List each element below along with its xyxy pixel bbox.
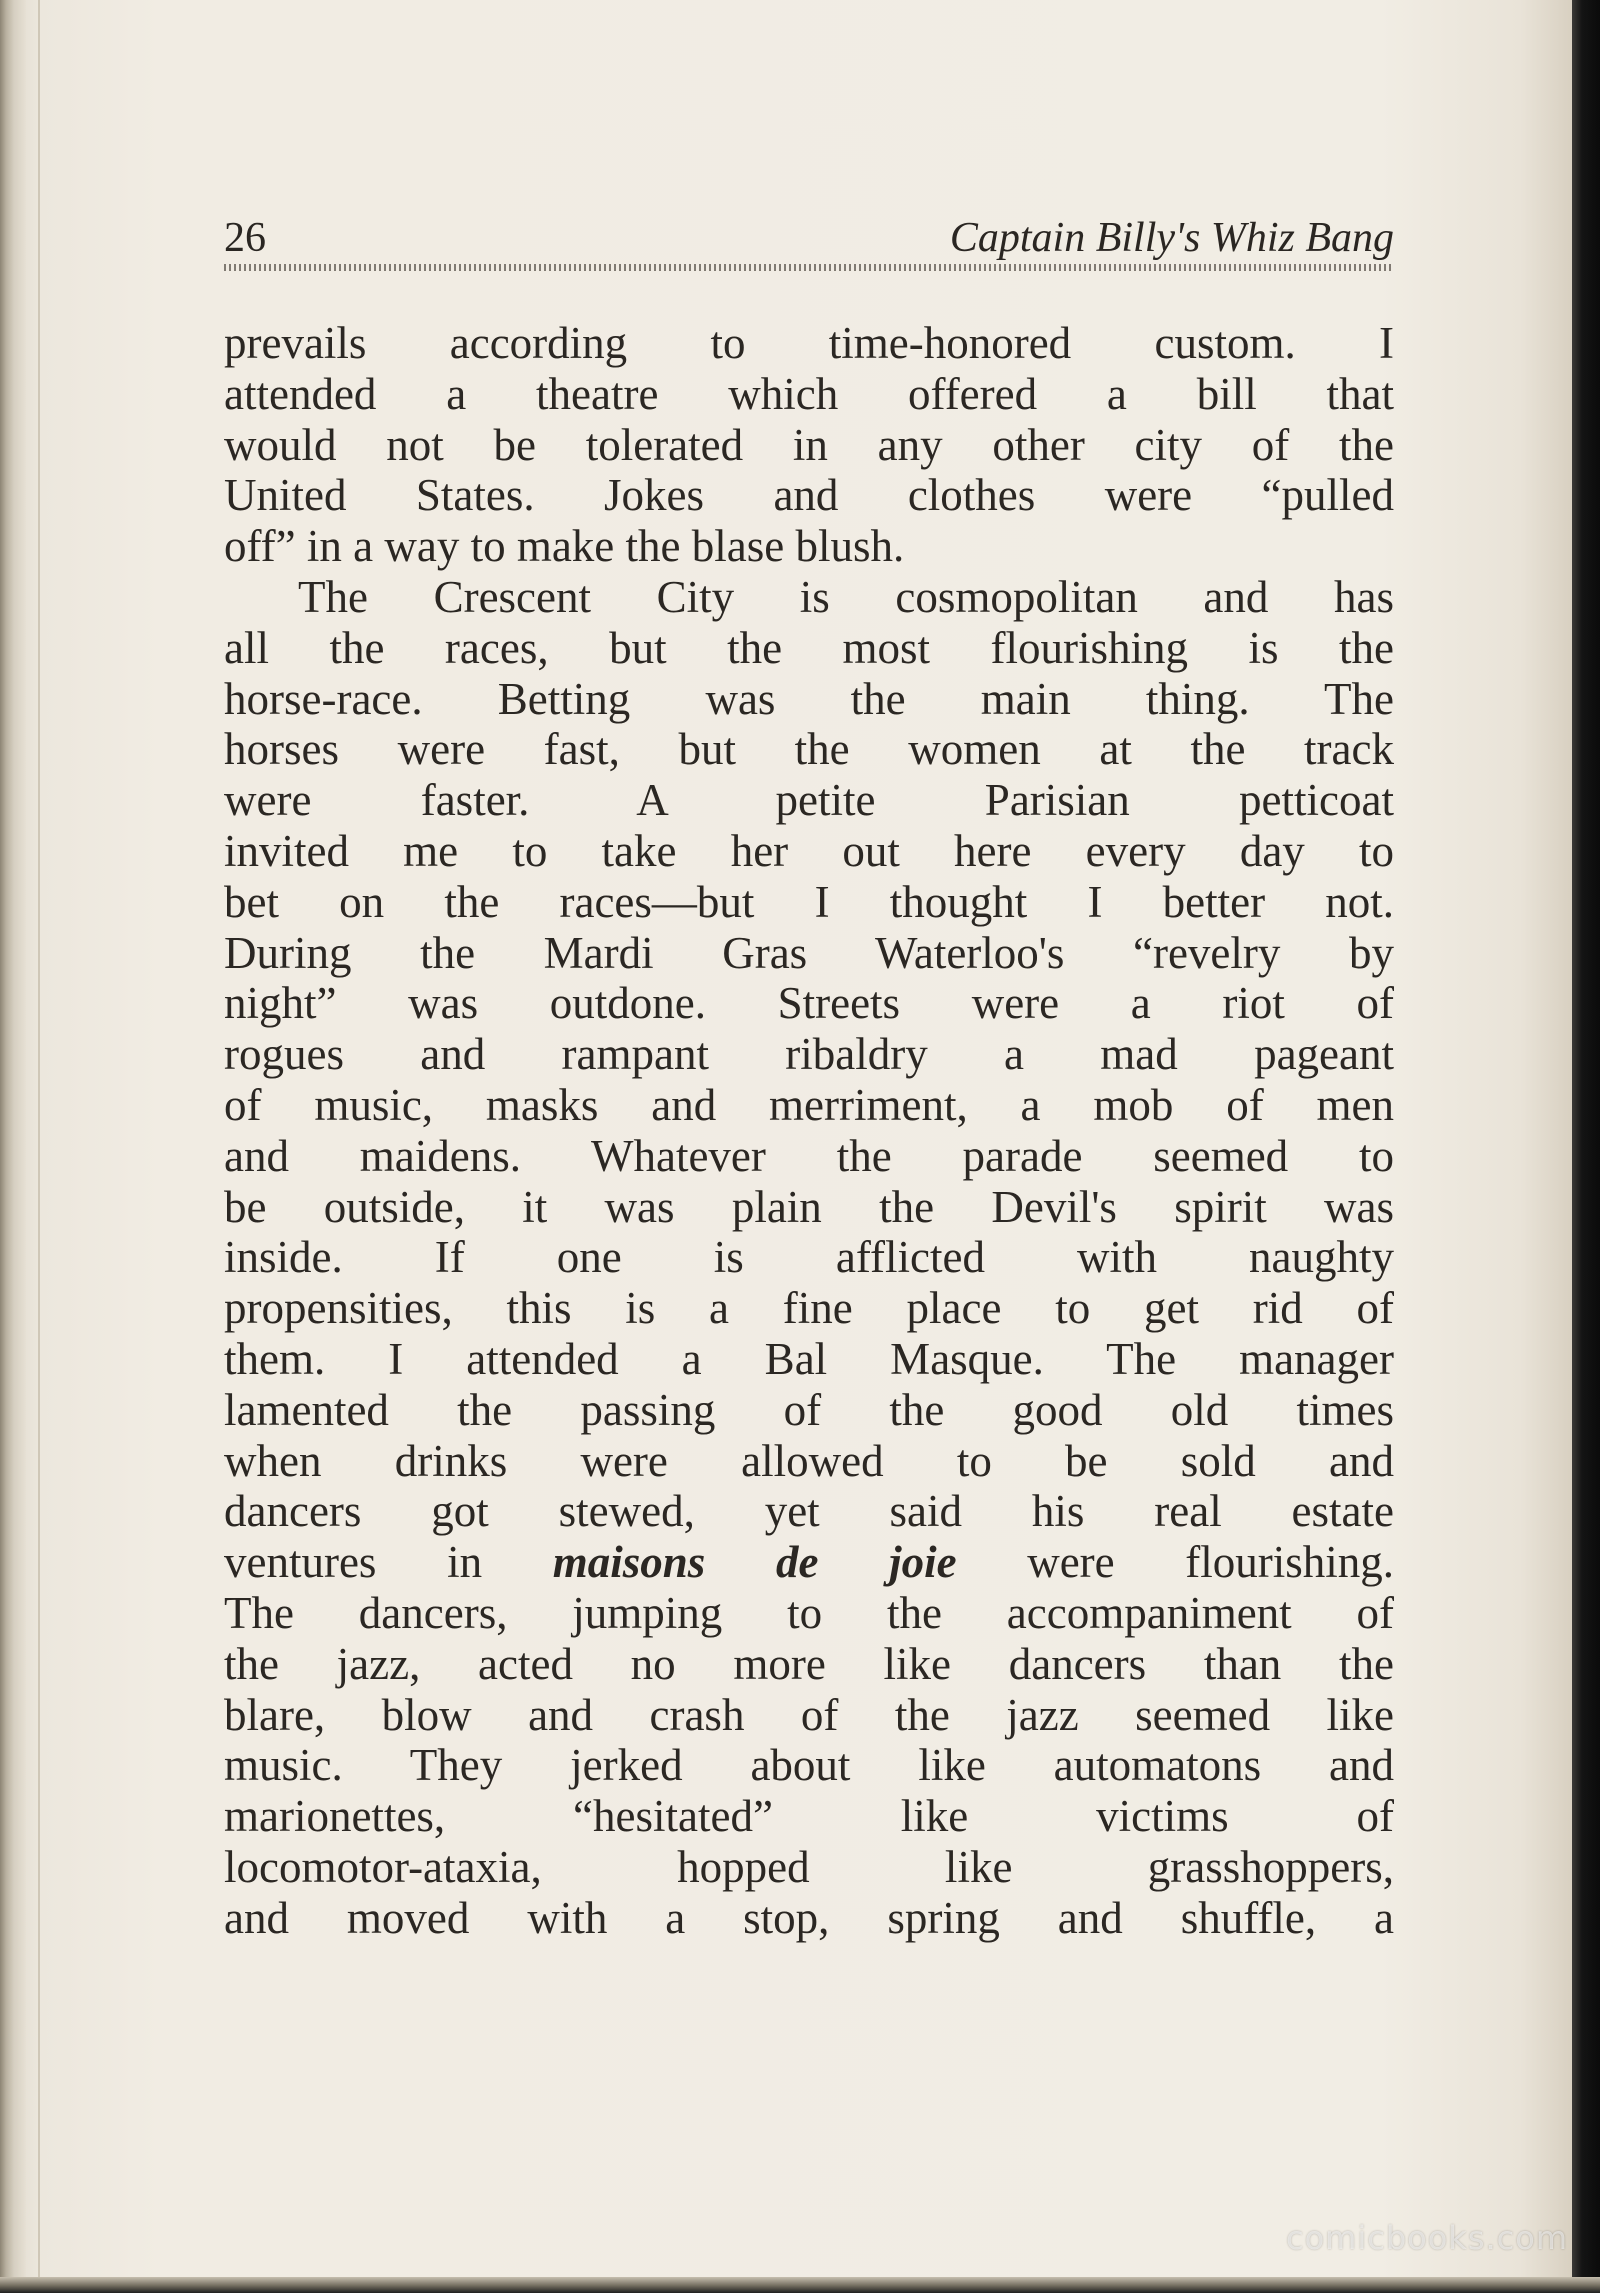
text-line: propensities, this is a fine place to get rid of [224,1283,1394,1334]
text-line: dancers got stewed, yet said his real estate [224,1486,1394,1537]
text-line-with-emphasis [224,1537,1394,1588]
text-segment: ventures in [224,1537,553,1588]
text-line: rogues and rampant ribaldry a mad pageant [224,1029,1394,1080]
text-line: of music, masks and merriment, a mob of men [224,1079,1394,1130]
text-line: and moved with a stop, spring and shuffle, a [224,1892,1394,1943]
text-line: During the Mardi Gras Waterloo's “revelry by [224,927,1394,978]
text-line: attended a theatre which offered a bill that [224,368,1394,419]
text-line: the jazz, acted no more like dancers than the [224,1638,1394,1689]
text-segment: were flourishing. [956,1537,1395,1588]
text-line: bet on the races—but I thought I better not. [224,876,1394,927]
text-line: lamented the passing of the good old times [224,1384,1394,1435]
text-line: horses were fast, but the women at the track [224,724,1394,775]
text-line: would not be tolerated in any other city of the [224,419,1394,470]
page-number: 26 [224,215,266,261]
bottom-edge [0,2277,1600,2293]
text-line: marionettes, “hesitated” like victims of [224,1791,1394,1842]
text-line: The Crescent City is cosmopolitan and has [298,571,1394,622]
text-line: United States. Jokes and clothes were “pulled [224,470,1394,521]
page-header [224,212,1394,268]
text-line: prevails according to time-honored custom. I [224,318,1394,368]
text-line: and maidens. Whatever the parade seemed to [224,1130,1394,1181]
text-line: invited me to take her out here every day to [224,825,1394,876]
text-line: them. I attended a Bal Masque. The manager [224,1333,1394,1384]
watermark: comicbooks.com [1285,2219,1568,2257]
text-line: blare, blow and crash of the jazz seemed like [224,1689,1394,1740]
text-line: be outside, it was plain the Devil's spirit was [224,1181,1394,1232]
text-line: horse-race. Betting was the main thing. The [224,673,1394,724]
text-line: were faster. A petite Parisian petticoat [224,775,1394,826]
text-line: locomotor-ataxia, hopped like grasshoppers, [224,1841,1394,1892]
text-line: all the races, but the most flourishing is the [224,622,1394,673]
binding-crease [38,0,40,2293]
text-line: The dancers, jumping to the accompaniment of [224,1587,1394,1638]
text-line: when drinks were allowed to be sold and [224,1435,1394,1486]
text-line: inside. If one is afflicted with naughty [224,1232,1394,1283]
header-rule [224,264,1394,271]
emphasized-phrase: maisons de joie [552,1537,957,1588]
binding-edge [0,0,26,2293]
text-line: music. They jerked about like automatons and [224,1740,1394,1791]
text-line: off” in a way to make the blase blush. [224,521,905,572]
page-edge-shadow [1572,0,1600,2293]
running-head: Captain Billy's Whiz Bang [949,215,1394,261]
text-line: night” was outdone. Streets were a riot of [224,978,1394,1029]
body-text [224,318,1394,1944]
